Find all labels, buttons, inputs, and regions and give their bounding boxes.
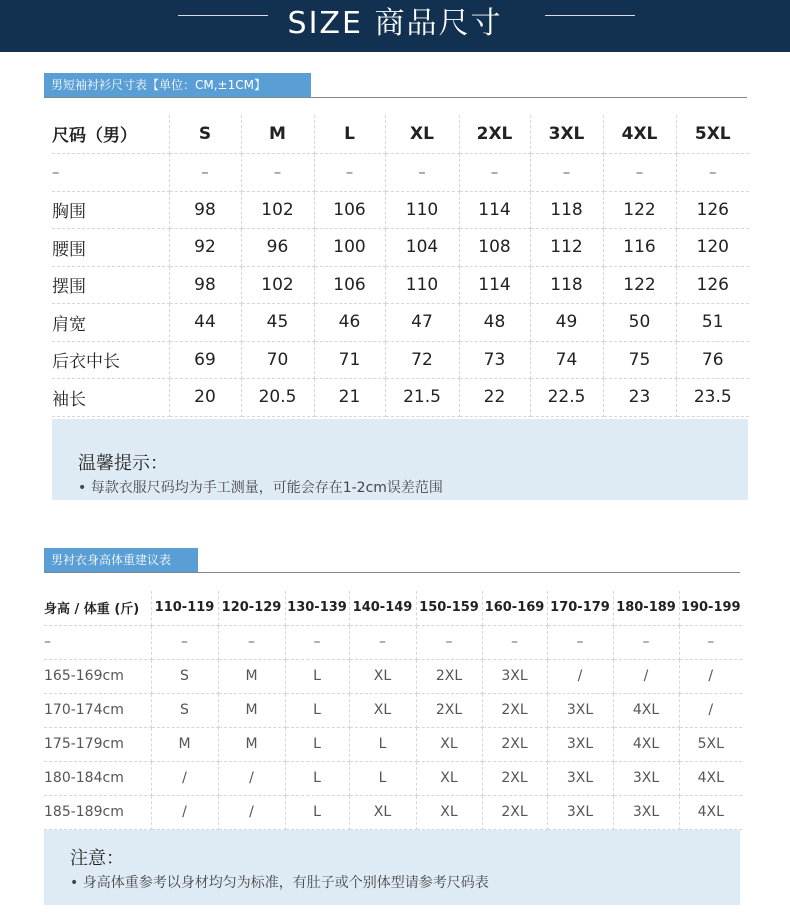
table-cell: 2XL (416, 693, 482, 727)
table-cell: 23 (603, 379, 676, 417)
table-cell: 74 (530, 341, 603, 379)
table-cell: – (218, 625, 285, 659)
table-cell: 22.5 (530, 379, 603, 417)
table-cell: S (151, 693, 218, 727)
table-cell: 110 (385, 266, 459, 304)
table-cell: 3XL (613, 761, 679, 795)
column-header: 2XL (459, 115, 530, 153)
table-cell: 114 (459, 191, 530, 229)
table-cell: 47 (385, 304, 459, 342)
table-cell: 20.5 (241, 379, 314, 417)
table-cell: – (169, 153, 241, 191)
table-cell: 21.5 (385, 379, 459, 417)
table-row (52, 341, 749, 379)
table-row (52, 304, 749, 342)
table-cell: 126 (676, 266, 749, 304)
table-cell: 3XL (547, 693, 613, 727)
column-header: 120-129 (218, 591, 285, 625)
table-cell: L (285, 693, 349, 727)
table-cell: – (151, 625, 218, 659)
table-cell: 3XL (482, 659, 547, 693)
table-cell: / (679, 659, 742, 693)
table-cell: L (349, 761, 416, 795)
table-cell: 45 (241, 304, 314, 342)
table-cell: L (285, 727, 349, 761)
table-cell: M (218, 659, 285, 693)
table-cell: 2XL (482, 727, 547, 761)
table-cell: 104 (385, 229, 459, 267)
column-header: 180-189 (613, 591, 679, 625)
banner-line-right (545, 15, 635, 16)
table-cell: XL (349, 659, 416, 693)
table-cell: 2XL (416, 659, 482, 693)
table-cell: 21 (314, 379, 385, 417)
note-body-2: • 身高体重参考以身材均匀为标准，有肚子或个别体型请参考尺码表 (70, 875, 489, 891)
table-cell: 50 (603, 304, 676, 342)
table-cell: 92 (169, 229, 241, 267)
table-cell: – (349, 625, 416, 659)
table-cell: 5XL (679, 727, 742, 761)
column-header: 190-199 (679, 591, 742, 625)
table-cell: 118 (530, 266, 603, 304)
table-cell: 70 (241, 341, 314, 379)
table-cell: / (547, 659, 613, 693)
height-weight-table (44, 591, 742, 830)
table-cell: 122 (603, 266, 676, 304)
title-banner (0, 0, 790, 52)
table-cell: 76 (676, 341, 749, 379)
table-cell: 3XL (547, 727, 613, 761)
table-row (44, 761, 742, 795)
table-cell: 4XL (679, 795, 742, 829)
table-cell: XL (416, 761, 482, 795)
table-cell: 22 (459, 379, 530, 417)
column-header: L (314, 115, 385, 153)
column-header: 140-149 (349, 591, 416, 625)
column-header: 160-169 (482, 591, 547, 625)
table-cell: 122 (603, 191, 676, 229)
table-cell: 106 (314, 266, 385, 304)
table-cell: 20 (169, 379, 241, 417)
table-cell: / (613, 659, 679, 693)
table-cell: 46 (314, 304, 385, 342)
table-row (44, 727, 742, 761)
column-header: 130-139 (285, 591, 349, 625)
table-cell: / (218, 795, 285, 829)
table-row (44, 625, 742, 659)
table-cell: 69 (169, 341, 241, 379)
table-cell: 75 (603, 341, 676, 379)
table-cell: 2XL (482, 693, 547, 727)
table-cell: 116 (603, 229, 676, 267)
table-cell: 胸围 (52, 191, 169, 229)
table-cell: – (613, 625, 679, 659)
table-row (52, 266, 749, 304)
column-header: 4XL (603, 115, 676, 153)
table-cell: XL (349, 795, 416, 829)
note-body: • 每款衣服尺码均为手工测量，可能会存在1-2cm误差范围 (78, 480, 443, 496)
table-cell: XL (416, 727, 482, 761)
table-cell: 48 (459, 304, 530, 342)
column-header: S (169, 115, 241, 153)
column-header: M (241, 115, 314, 153)
table-cell: – (52, 153, 169, 191)
note-title-2: 注意： (70, 848, 124, 869)
table-cell: 100 (314, 229, 385, 267)
table-cell: 44 (169, 304, 241, 342)
table-row (52, 229, 749, 267)
table-cell: 51 (676, 304, 749, 342)
size-table-note (52, 419, 748, 500)
table-cell: M (218, 693, 285, 727)
table-cell: L (349, 727, 416, 761)
table-cell: 2XL (482, 795, 547, 829)
column-header: 170-179 (547, 591, 613, 625)
table-cell: – (285, 625, 349, 659)
table-row (44, 693, 742, 727)
column-header: 110-119 (151, 591, 218, 625)
table-cell: M (218, 727, 285, 761)
table-cell: XL (349, 693, 416, 727)
table-cell: S (151, 659, 218, 693)
height-weight-note (44, 830, 740, 905)
table-cell: – (676, 153, 749, 191)
table-cell: 袖长 (52, 379, 169, 417)
size-table-tag: 男短袖衬衫尺寸表【单位：CM,±1CM】 (44, 73, 311, 97)
table-row (52, 379, 749, 417)
table-cell: / (218, 761, 285, 795)
table-cell: 96 (241, 229, 314, 267)
column-header: XL (385, 115, 459, 153)
table-cell: 71 (314, 341, 385, 379)
table-cell: 4XL (679, 761, 742, 795)
table-cell: M (151, 727, 218, 761)
table-cell: / (679, 693, 742, 727)
table-cell: 102 (241, 266, 314, 304)
table-cell: 4XL (613, 727, 679, 761)
table-cell: 98 (169, 191, 241, 229)
table-row (44, 591, 742, 625)
table-row (52, 153, 749, 191)
table-cell: 3XL (613, 795, 679, 829)
table-cell: 120 (676, 229, 749, 267)
size-table (52, 115, 749, 417)
table-cell: 73 (459, 341, 530, 379)
note-title: 温馨提示： (78, 453, 168, 474)
table-cell: 肩宽 (52, 304, 169, 342)
table-cell: – (459, 153, 530, 191)
table-cell: L (285, 761, 349, 795)
table-cell: L (285, 659, 349, 693)
table-row (44, 795, 742, 829)
table-cell: 72 (385, 341, 459, 379)
table-cell: / (151, 761, 218, 795)
table-cell: – (385, 153, 459, 191)
column-header: 尺码（男） (52, 115, 169, 153)
table-cell: 110 (385, 191, 459, 229)
table-cell: XL (416, 795, 482, 829)
table-cell: 175-179cm (44, 727, 151, 761)
table-cell: 112 (530, 229, 603, 267)
table-cell: – (679, 625, 742, 659)
table-row (52, 191, 749, 229)
table-row (52, 115, 749, 153)
height-weight-underline (44, 572, 740, 573)
table-cell: – (44, 625, 151, 659)
table-cell: 108 (459, 229, 530, 267)
table-cell: 165-169cm (44, 659, 151, 693)
table-cell: 114 (459, 266, 530, 304)
table-cell: – (416, 625, 482, 659)
table-cell: – (314, 153, 385, 191)
column-header: 3XL (530, 115, 603, 153)
column-header: 150-159 (416, 591, 482, 625)
table-cell: 106 (314, 191, 385, 229)
column-header: 身高 / 体重 (斤) (44, 591, 151, 625)
table-cell: – (547, 625, 613, 659)
table-cell: 3XL (547, 795, 613, 829)
table-cell: / (151, 795, 218, 829)
table-cell: 126 (676, 191, 749, 229)
table-cell: – (530, 153, 603, 191)
column-header: 5XL (676, 115, 749, 153)
table-cell: – (241, 153, 314, 191)
table-cell: 98 (169, 266, 241, 304)
table-cell: 3XL (547, 761, 613, 795)
table-cell: 102 (241, 191, 314, 229)
page-title: SIZE 商品尺寸 (287, 6, 503, 41)
table-cell: L (285, 795, 349, 829)
table-cell: 后衣中长 (52, 341, 169, 379)
table-cell: 185-189cm (44, 795, 151, 829)
table-cell: 180-184cm (44, 761, 151, 795)
height-weight-tag: 男衬衣身高体重建议表 (44, 548, 198, 572)
table-cell: – (603, 153, 676, 191)
table-cell: – (482, 625, 547, 659)
table-cell: 4XL (613, 693, 679, 727)
table-cell: 49 (530, 304, 603, 342)
table-cell: 170-174cm (44, 693, 151, 727)
table-cell: 118 (530, 191, 603, 229)
size-table-underline (44, 97, 747, 98)
table-cell: 腰围 (52, 229, 169, 267)
table-cell: 2XL (482, 761, 547, 795)
table-row (44, 659, 742, 693)
table-cell: 23.5 (676, 379, 749, 417)
table-cell: 摆围 (52, 266, 169, 304)
